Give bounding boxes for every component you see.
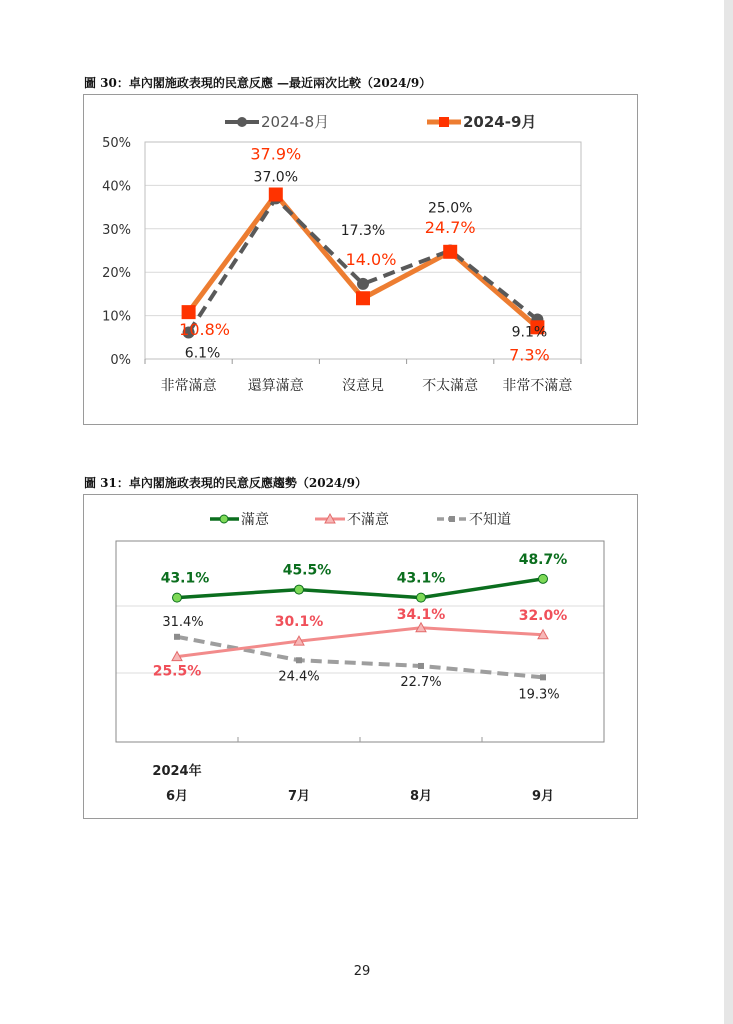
x-tick-label: 還算滿意 xyxy=(247,378,304,394)
series-line-dissatisfied xyxy=(177,628,543,657)
y-tick-label: 40% xyxy=(102,179,131,195)
data-label-2024-8: 37.0% xyxy=(253,169,299,186)
page-number: 29 xyxy=(353,964,371,979)
data-label-2024-9: 37.9% xyxy=(250,144,302,164)
x-tick-label: 8月 xyxy=(409,789,433,804)
legend-marker-2024-9 xyxy=(439,117,449,127)
data-label-2024-8: 9.1% xyxy=(511,324,548,341)
data-label-2024-9: 24.7% xyxy=(424,217,476,237)
data-label-dissatisfied: 34.1% xyxy=(396,606,446,623)
data-label-2024-9: 7.3% xyxy=(509,345,550,365)
figure-31-chart xyxy=(83,494,638,819)
x-tick-label: 7月 xyxy=(287,789,311,804)
x-tick-label: 非常不滿意 xyxy=(502,378,573,394)
x-axis-year-label: 2024年 xyxy=(152,764,202,779)
y-tick-label: 20% xyxy=(102,266,131,282)
y-tick-label: 10% xyxy=(102,309,131,325)
y-tick-label: 0% xyxy=(110,353,131,368)
data-label-2024-8: 25.0% xyxy=(427,200,473,217)
data-label-2024-8: 6.1% xyxy=(184,345,221,362)
data-label-satisfied: 43.1% xyxy=(160,570,210,587)
point-2024-9 xyxy=(443,245,457,259)
data-label-dissatisfied: 32.0% xyxy=(518,607,568,624)
legend-label-unknown: 不知道 xyxy=(469,512,511,528)
data-label-unknown: 31.4% xyxy=(162,614,204,630)
data-label-unknown: 24.4% xyxy=(278,669,320,685)
x-tick-label: 9月 xyxy=(531,789,555,804)
point-2024-9 xyxy=(356,291,370,305)
data-label-dissatisfied: 25.5% xyxy=(152,663,202,680)
point-satisfied xyxy=(417,593,426,602)
series-line-satisfied xyxy=(177,579,543,598)
x-tick-label: 6月 xyxy=(165,789,189,804)
point-satisfied xyxy=(295,585,304,594)
data-label-2024-8: 17.3% xyxy=(340,222,386,239)
data-label-satisfied: 45.5% xyxy=(282,562,332,579)
legend-label-2024-8: 2024-8月 xyxy=(261,113,330,131)
point-unknown xyxy=(418,663,424,669)
data-label-2024-9: 14.0% xyxy=(345,250,397,270)
x-tick-label: 非常滿意 xyxy=(160,378,217,394)
legend-label-satisfied: 滿意 xyxy=(241,512,269,528)
point-unknown xyxy=(540,674,546,680)
data-label-unknown: 19.3% xyxy=(518,687,560,703)
y-tick-label: 30% xyxy=(102,222,131,238)
data-label-2024-9: 10.8% xyxy=(179,320,231,340)
point-unknown xyxy=(174,634,180,640)
point-2024-9 xyxy=(182,305,196,319)
data-label-satisfied: 43.1% xyxy=(396,570,446,587)
figure-30-caption: 圖 30：卓內閣施政表現的民意反應 —最近兩次比較（2024/9） xyxy=(84,76,432,90)
legend-label-dissatisfied: 不滿意 xyxy=(347,512,389,528)
point-2024-9 xyxy=(269,188,283,202)
legend-marker-2024-8 xyxy=(237,117,247,127)
legend-marker-satisfied xyxy=(220,515,228,523)
series-line-unknown xyxy=(177,637,543,678)
point-unknown xyxy=(296,657,302,663)
data-label-unknown: 22.7% xyxy=(400,674,442,690)
point-2024-8 xyxy=(357,278,369,290)
data-label-satisfied: 48.7% xyxy=(518,551,568,568)
point-satisfied xyxy=(173,593,182,602)
legend-marker-unknown xyxy=(449,516,455,522)
x-tick-label: 不太滿意 xyxy=(422,378,479,394)
figure-30-chart xyxy=(83,94,638,425)
x-tick-label: 沒意見 xyxy=(342,378,384,394)
page-edge xyxy=(724,0,733,1024)
legend-label-2024-9: 2024-9月 xyxy=(463,113,537,131)
data-label-dissatisfied: 30.1% xyxy=(274,614,324,631)
point-satisfied xyxy=(539,574,548,583)
figure-31-caption: 圖 31：卓內閣施政表現的民意反應趨勢（2024/9） xyxy=(84,476,368,490)
y-tick-label: 50% xyxy=(102,136,131,151)
